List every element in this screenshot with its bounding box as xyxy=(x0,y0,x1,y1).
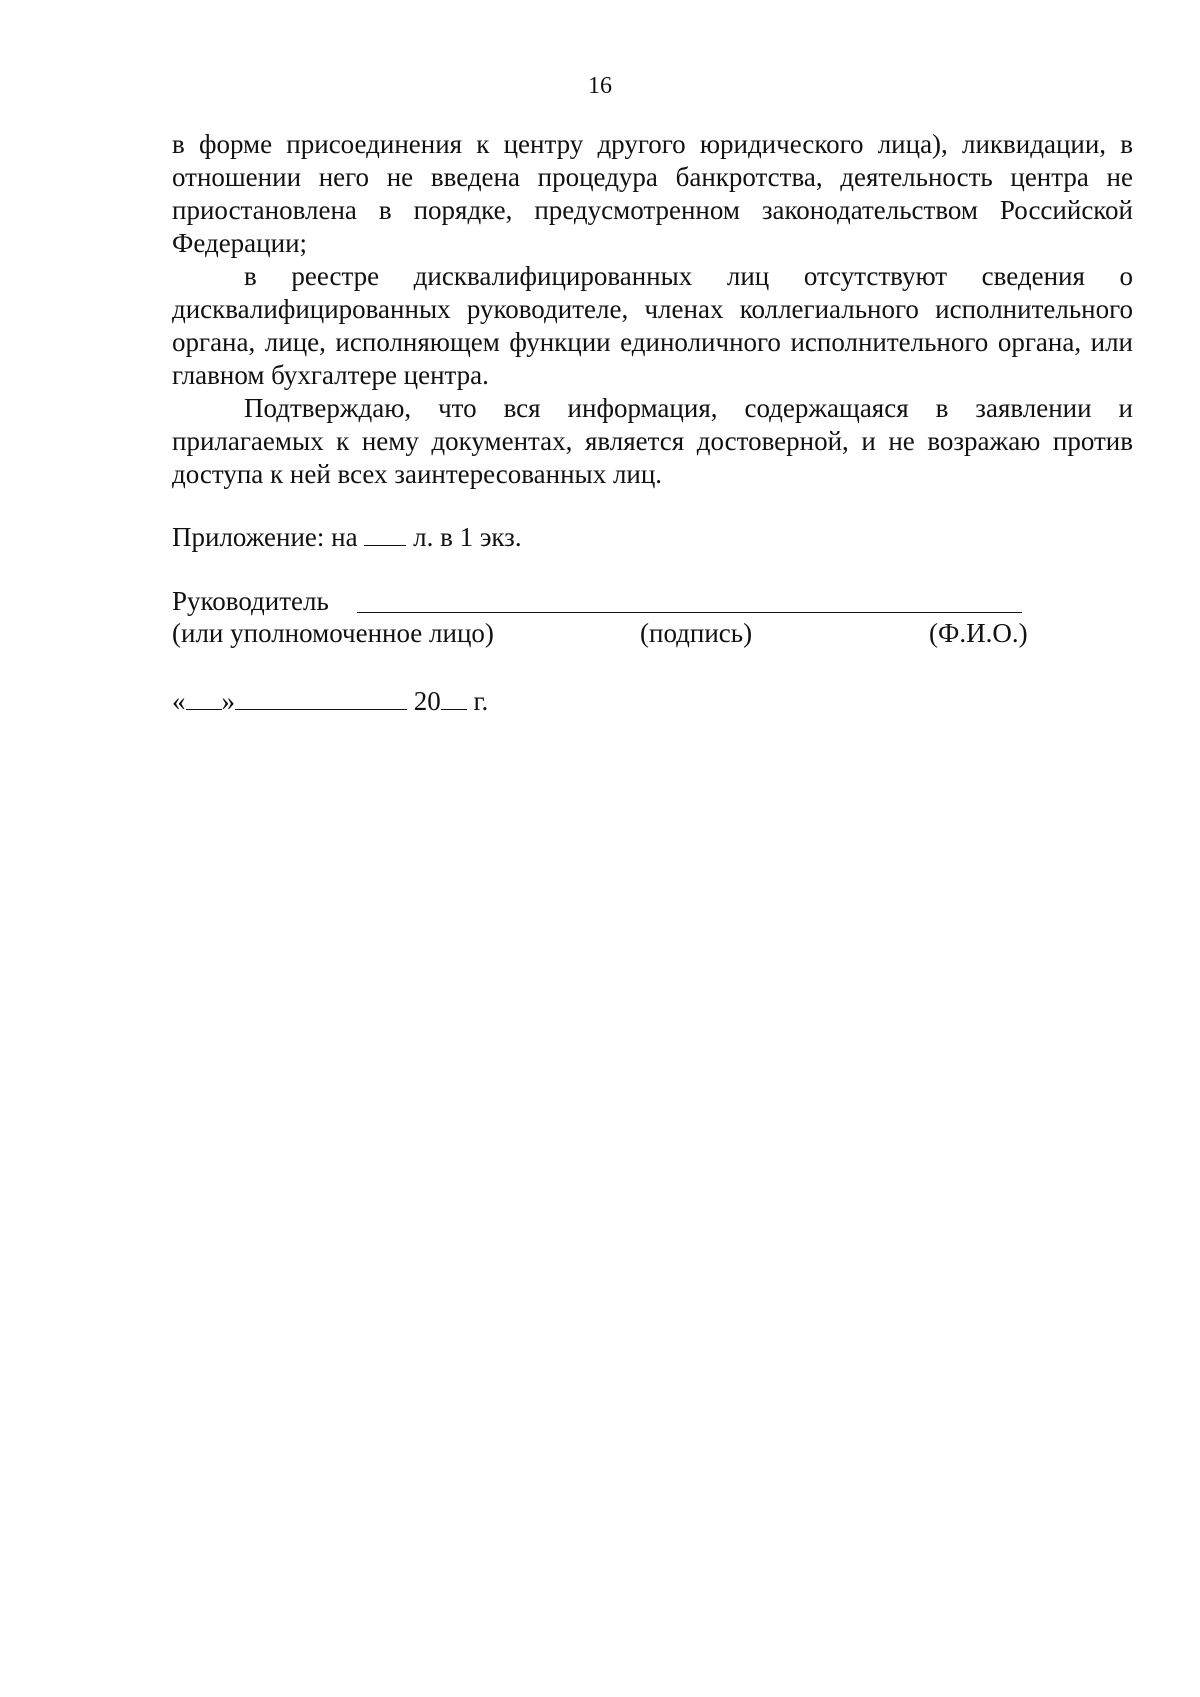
date-line xyxy=(172,685,488,718)
year-suffix: г. xyxy=(473,686,489,716)
attachment-prefix: Приложение: на xyxy=(172,522,358,552)
date-close-quote: » xyxy=(221,686,235,716)
page-number: 16 xyxy=(588,73,612,99)
paragraph-confirmation: Подтверждаю, что вся информация, содержащаяся в заявлении и прилагаемых к нему документах, является достоверной, и не возражаю против доступа к ней всех заинтересованных лиц. xyxy=(172,393,1133,489)
paragraph-disqualification: в реестре дисквалифицированных лиц отсутствуют сведения о дисквалифицированных руководителе, членах коллегиального исполнительного органа, лице, исполняющем функции единоличного исполнительного органа, или главном бухгалтере центра. xyxy=(172,261,1133,390)
attachment-line xyxy=(172,521,522,554)
month-blank[interactable] xyxy=(235,685,407,710)
date-open-quote: « xyxy=(172,686,186,716)
signature-line[interactable] xyxy=(357,612,1022,613)
sheet-count-blank[interactable] xyxy=(364,521,406,546)
signature-label: Руководитель xyxy=(172,586,329,616)
year-prefix: 20 xyxy=(413,686,441,716)
signature-caption-name: (Ф.И.О.) xyxy=(929,618,1028,648)
paragraph-continuation: в форме присоединения к центру другого юридического лица), ликвидации, в отношении него не введена процедура банкротства, деятельность центра не приостановлена в порядке, предусмотренном законодательством Российской Федерации; xyxy=(172,129,1133,258)
body-text xyxy=(172,128,1133,491)
signature-caption-signature: (подпись) xyxy=(640,618,753,648)
day-blank[interactable] xyxy=(186,685,222,710)
year-blank[interactable] xyxy=(441,685,467,710)
signature-caption-role: (или уполномоченное лицо) xyxy=(172,618,494,648)
attachment-suffix: л. в 1 экз. xyxy=(413,522,522,552)
